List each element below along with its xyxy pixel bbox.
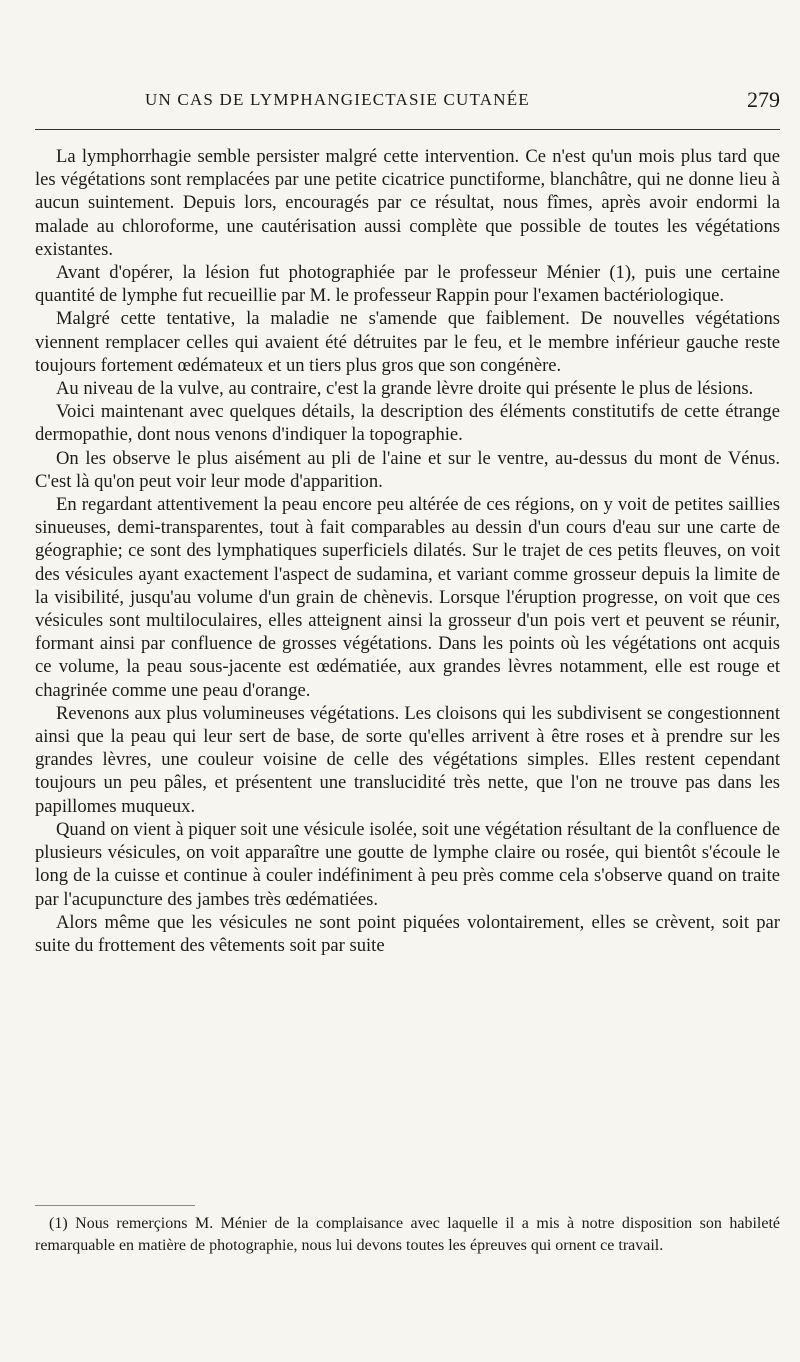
running-title: UN CAS DE LYMPHANGIECTASIE CUTANÉE [145,90,530,109]
paragraph: Quand on vient à piquer soit une vésicule isolée, soit une végétation résultant de la confluence de plusieurs vésicules, on voit apparaître une goutte de lymphe claire ou rosée, qui bientôt s'écoule le long de la cuisse et continue à couler indéfiniment à peu près comme cela s'observe quand on traite par l'acupuncture des jambes très œdématiées. [35,818,780,910]
paragraph: La lymphorrhagie semble persister malgré cette intervention. Ce n'est qu'un mois plus tard que les végétations sont remplacées par une petite cicatrice punctiforme, blanchâtre, qui ne donne lieu à aucun suintement. Depuis lors, encouragés par ce résultat, nous fîmes, après avoir endormi la malade au chloroforme, une cautérisation aussi complète que possible de toutes les végétations existantes. [35,146,780,260]
paragraph: Malgré cette tentative, la maladie ne s'amende que faiblement. De nouvelles végétations viennent remplacer celles qui avaient été détruites par le feu, et le membre inférieur gauche reste toujours fortement œdémateux et un tiers plus gros que son congénère. [35,308,780,376]
paragraph: En regardant attentivement la peau encore peu altérée de ces régions, on y voit de petites saillies sinueuses, demi-transparentes, tout à fait comparables au dessin d'un cours d'eau sur une carte de géographie; ce sont des lymphatiques superficiels dilatés. Sur le trajet de ces petits fleuves, on voit des vésicules ayant exactement l'aspect de sudamina, et variant comme grosseur depuis la limite de la visibilité, jusqu'au volume d'un grain de chènevis. Lorsque l'éruption progresse, on voit que ces vésicules sont multiloculaires, elles atteignent ainsi la grosseur d'un pois vert et peuvent se réunir, formant ainsi par confluence de grosses végétations. Dans les points où les végétations ont acquis ce volume, la peau sous-jacente est œdématiée, aux grandes lèvres notamment, elle est rouge et chagrinée comme une peau d'orange. [35,494,780,701]
paragraph: On les observe le plus aisément au pli de l'aine et sur le ventre, au-dessus du mont de Vénus. C'est là qu'on peut voir leur mode d'apparition. [35,447,780,492]
page-number: 279 [747,87,780,112]
header-rule [35,129,780,130]
paragraph: Revenons aux plus volumineuses végétations. Les cloisons qui les subdivisent se congestionnent ainsi que la peau qui leur sert de base, de sorte qu'elles arrivent à être roses et à prendre sur les grandes lèvres, une couleur voisine de celle des végétations simples. Elles restent cependant toujours un peu pâles, et présentent une translucidité très nette, que l'on ne trouve pas dans les papillomes muqueux. [35,702,780,817]
paragraph: Au niveau de la vulve, au contraire, c'est la grande lèvre droite qui présente le plus de lésions. [56,378,754,400]
paragraph: Voici maintenant avec quelques détails, la description des éléments constitutifs de cette étrange dermopathie, dont nous venons d'indiquer la topographie. [35,401,780,446]
body-text [35,145,780,957]
running-header [35,87,780,120]
footnote-rule [35,1205,195,1206]
paragraph: Avant d'opérer, la lésion fut photographiée par le professeur Ménier (1), puis une certaine quantité de lymphe fut recueillie par M. le professeur Rappin pour l'examen bactériologique. [35,262,780,307]
footnote: (1) Nous remerçions M. Ménier de la complaisance avec laquelle il a mis à notre disposition son habileté remarquable en matière de photographie, nous lui devons toutes les épreuves qui ornent ce travail. [35,1215,780,1254]
paragraph: Alors même que les vésicules ne sont point piquées volontairement, elles se crèvent, soit par suite du frottement des vêtements soit par suite [35,911,780,956]
